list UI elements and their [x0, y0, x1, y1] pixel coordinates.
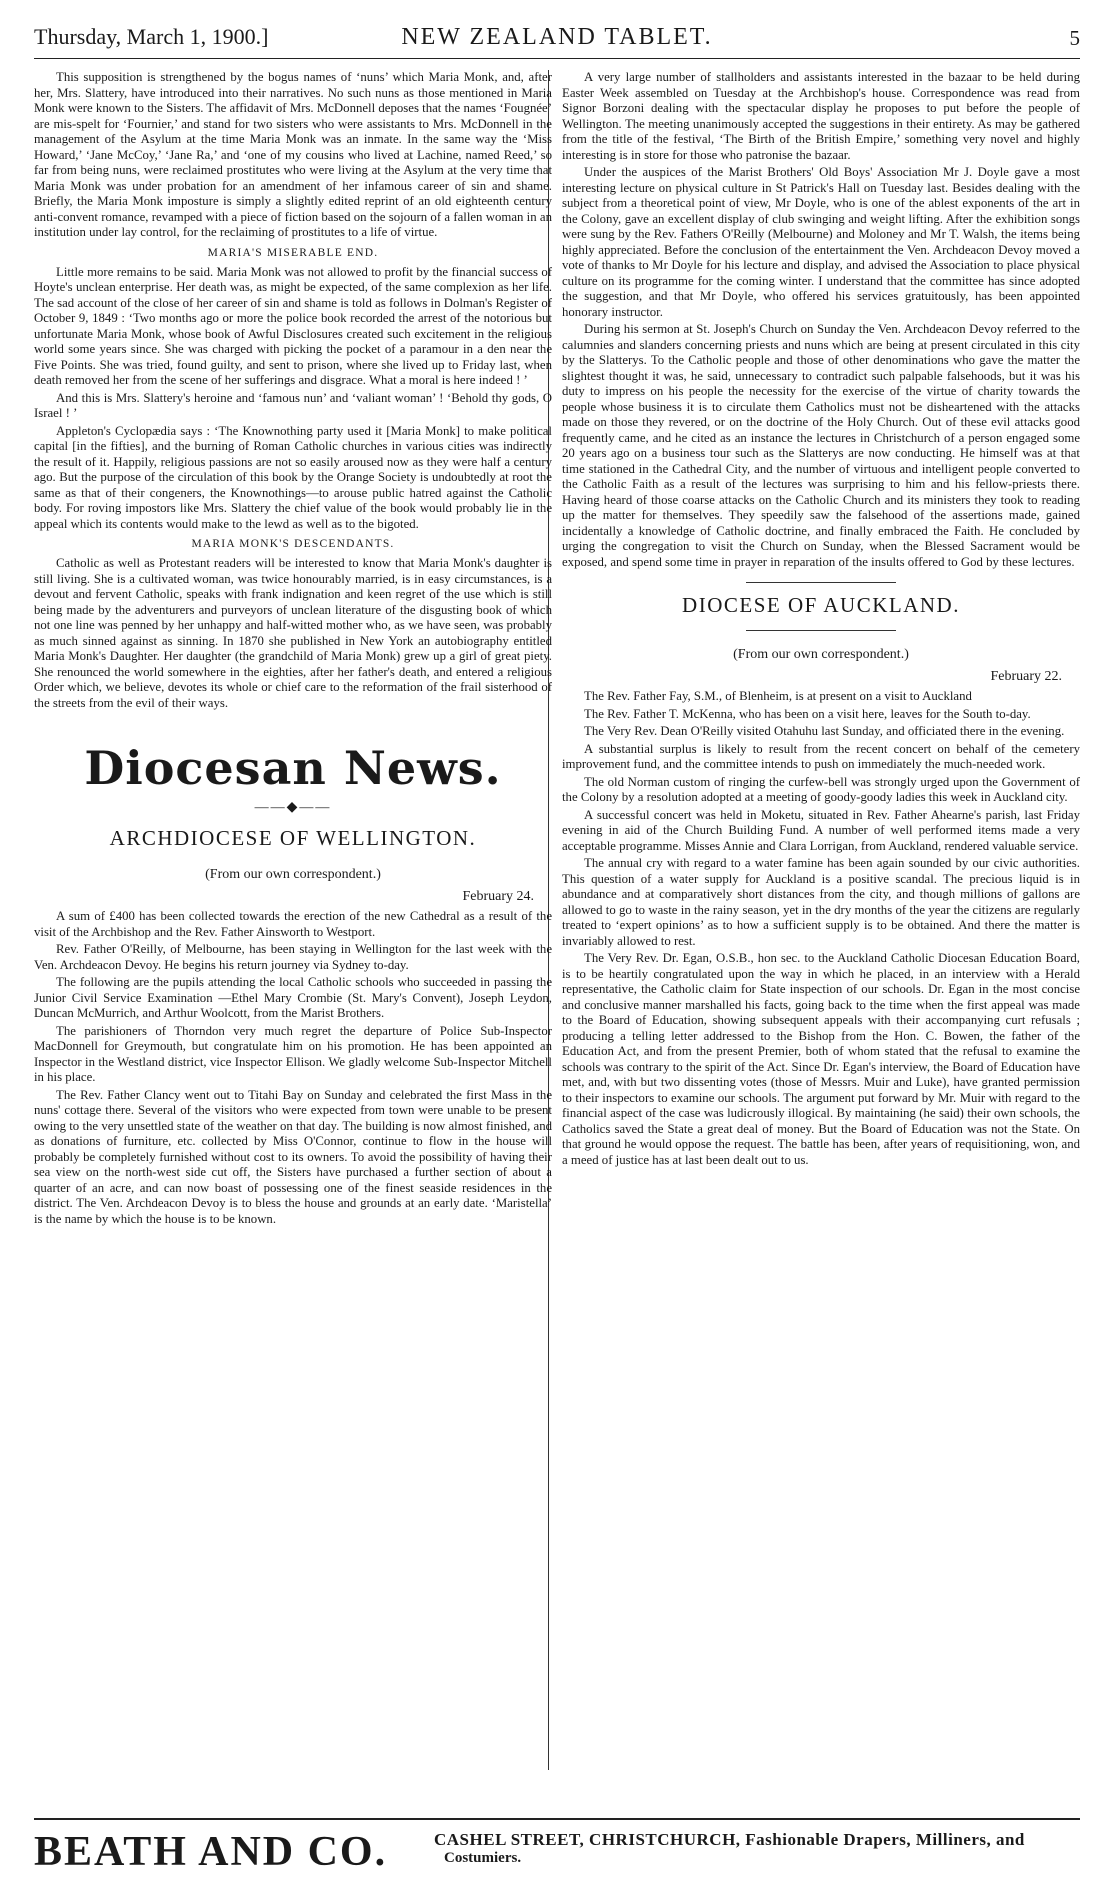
- section-title: ARCHDIOCESE OF WELLINGTON.: [109, 826, 477, 850]
- news-item: A very large number of stallholders and assistants interested in the bazaar to be held during Easter Week assembled on Tuesday at the Archbishop's house. Correspondence was read from Signor Borzoni dealing with the spectacular display he proposes to put before the people of Wellington. The meeting unanimously accepted the suggestions in their entirety. As may be gathered from the title of the festival, ‘The Birth of the British Empire,’ something very novel and highly interesting is in store for those who patronise the bazaar.: [562, 70, 1080, 162]
- article-paragraph: Catholic as well as Protestant readers will be interested to know that Maria Monk's daughter is still living. She is a cultivated woman, was twice honourably married, is in easy circumstances, is a devout and fervent Catholic, speaks with frank indignation and keen regret of the use which is still being made by the adventurers and purveyors of unclean literature of the disgusting book of which not one line was penned by her unhappy and half-witted mother who, as we have seen, was probably as much sinned against as sinning. In 1870 she published in New York an autobiography entitled Maria Monk's Daughter. Her daughter (the grandchild of Maria Monk) grew up a girl of great piety. She renounced the world somewhere in the eighties, after her father's death, and entered a religious Order which, we believe, devotes its whole or chief care to the reformation of the frail sisterhood of the streets from the evil of their ways.: [34, 556, 552, 710]
- article-paragraph: Little more remains to be said. Maria Monk was not allowed to profit by the financial success of Hoyte's unclean enterprise. Her death was, as might be expected, of the same complexion as her life. The sad account of the close of her career of sin and shame is told as follows in Dolman's Register of October 9, 1849 : ‘Two months ago or more the police book recorded the arrest of the notorious but unfortunate Maria Monk, whose book of Awful Disclosures created such excitement in the religious world some years since. She was charged with picking the pocket of a paramour in a den near the Five Points. She was tried, found guilty, and sent to prison, where she lived up to Friday last, when death removed her from the scene of her sufferings and disgrace. What a moral is here indeed ! ’: [34, 264, 552, 387]
- news-item: The old Norman custom of ringing the curfew-bell was strongly urged upon the Government of the Colony by a resolution adopted at a meeting of goody-goody ladies this week in Auckland city.: [562, 774, 1080, 804]
- news-item: Rev. Father O'Reilly, of Melbourne, has been staying in Wellington for the last week with the Ven. Archdeacon Devoy. He begins his return journey via Sydney to-day.: [34, 942, 552, 972]
- article-paragraph: And this is Mrs. Slattery's heroine and ‘famous nun’ and ‘valiant woman’ ! ‘Behold thy gods, O Israel ! ’: [34, 390, 552, 420]
- dispatch-date: February 24.: [462, 889, 534, 904]
- advertisement-footer: [34, 1818, 1080, 1876]
- news-item: The Rev. Father T. McKenna, who has been on a visit here, leaves for the South to-day.: [584, 706, 1031, 721]
- news-item: The annual cry with regard to a water famine has been again sounded by our civic authorities. This question of a water supply for Auckland is a positive scandal. The precious liquid is in abundance and at comparatively short distances from the city, and though millions of gallons are allowed to go to waste in the rainy season, yet in the dry months of the year the citizens are regularly treated to ‘expert opinions’ as to how a sufficient supply is to be obtained. And there the matter is invariably allowed to rest.: [562, 856, 1080, 948]
- section-title: DIOCESE OF AUCKLAND.: [682, 593, 960, 617]
- advertiser-name: BEATH AND CO.: [34, 1829, 388, 1875]
- left-column: [34, 70, 552, 1229]
- section-rule: [746, 582, 896, 583]
- news-item: The Very Rev. Dr. Egan, O.S.B., hon sec. to the Auckland Catholic Diocesan Education Board, is to be heartily congratulated upon the way in which he placed, in an interview with a Herald representative, the Catholic claim for State inspection of our schools. Dr. Egan in the most concise and conclusive manner marshalled his facts, going back to the time when the first appeal was made to the Board of Education, showing subsequent appeals with their accompanying curt refusals ; producing a telling letter addressed to the Bishop from the Hon. C. Bowen, the father of the Education Act, and from the present Premier, both of whom stated that the refusal to examine the schools was contrary to the spirit of the Act. Since Dr. Egan's interview, the Board of Education have met, and, with but two dissenting votes (those of Messrs. Muir and Luke), have granted permission to their inspectors to examine our schools. The argument put forward by Mr. Muir with regard to the financial aspect of the case was ludicrously illogical. By maintaining (he said) their own schools, the Catholics saved the State a great deal of money. But the Board of Education was not the State. On that ground he would oppose the request. The battle has been, after years of requisitioning, won, and a meed of justice has at last been dealt out to us.: [562, 951, 1080, 1167]
- subheading: MARIA'S MISERABLE END.: [207, 246, 379, 259]
- subheading: MARIA MONK'S DESCENDANTS.: [191, 538, 395, 550]
- news-item: The Rev. Father Clancy went out to Titahi Bay on Sunday and celebrated the first Mass in the nuns' cottage there. Several of the visitors who were expected from town were unable to be present owing to the very unsettled state of the weather on that day. The building is now almost finished, and as donations of furniture, etc. collected by Miss O'Connor, continue to flow in the house will probably be completely furnished without cost to its owners. To avoid the possibility of having their sea view on the north-west side cut off, the Sisters have purchased a further section of about a quarter of an acre, and can now boast of possessing one of the finest seaside residences in the district. The Ven. Archdeacon Devoy is to bless the house and grounds at an early date. ‘Maristella’ is the name by which the house is to be known.: [34, 1087, 552, 1226]
- article-paragraph: Appleton's Cyclopædia says : ‘The Knownothing party used it [Maria Monk] to make political capital [in the fifties], and the burning of Roman Catholic churches in various cities was indirectly the result of it. Happily, religious passions are not so easily aroused now as they were half a century ago. But the purpose of the circulation of this book by the Orange Society is undoubtedly at root the same as that of their congeners, the Knownothings—to arouse public hatred against the Catholic body. For roving impostors like Mrs. Slattery the chief value of the book would probably lie in the appeal which its contents would make to the lewd as well as to the bigoted.: [34, 423, 552, 531]
- page-number: 5: [1069, 26, 1080, 50]
- section-banner: Diocesan News.: [84, 741, 502, 795]
- masthead: NEW ZEALAND TABLET.: [401, 24, 713, 50]
- news-item: The Rev. Father Fay, S.M., of Blenheim, is at present on a visit to Auckland: [584, 689, 972, 703]
- news-item: During his sermon at St. Joseph's Church on Sunday the Ven. Archdeacon Devoy referred to the calumnies and slanders concerning priests and nuns which are being at present circulated in this city by the Slatterys. To the Catholic people and those of other denominations who gave the matter the slightest thought it was, he said, unnecessary to contradict such palpable falsehoods, but it was his duty to impress on his people the necessity for the exercise of the virtue of charity towards the people whose business it is to circulate them Catholics must not be disheartened with the attacks made on those they revered, or on the doctrine of the Holy Church. Out of these evil attacks good frequently came, and he cited as an instance the lectures in Christchurch of a person engaged some 20 years ago on a business tour such as the Slatterys are now conducting. He himself was at that time stationed in the Cathedral City, and the number of virtuous and intelligent people converted to the Catholic Faith as a result of the lectures was surprising to him and his fellow-priests there. Having heard of those coarse attacks on the Catholic Church and its ministers they took to reading up the matter for themselves. They speedily saw the falsehood of the assertions made, gained incidentally a knowledge of Catholic doctrine, and finally embraced the Faith. He concluded by urging the congregation to visit the Church on Sunday, when the Blessed Sacrament would be exposed, and spend some time in prayer in reparation of the insults offered to God by these lectures.: [562, 322, 1080, 569]
- section-rule: [746, 630, 896, 631]
- news-item: A substantial surplus is likely to result from the recent concert on behalf of the cemetery improvement fund, and the committee intends to push on immediately the much-needed work.: [562, 741, 1080, 771]
- correspondent-line: (From our own correspondent.): [205, 867, 381, 882]
- dispatch-date: February 22.: [990, 669, 1062, 684]
- advertiser-address: CASHEL STREET, CHRISTCHURCH, Fashionable Drapers, Milliners, and: [434, 1830, 1025, 1849]
- news-item: Under the auspices of the Marist Brothers' Old Boys' Association Mr J. Doyle gave a most interesting lecture on physical culture in St Patrick's Hall on Tuesday last. Besides dealing with the subject from a theoretical point of view, Mr Doyle, who is one of the ablest exponents of the art in the Colony, gave an excellent display of club swinging and weight lifting. After the exhibition songs were sung by the Rev. Fathers O'Reilly (Melbourne) and Moloney and Mr T. Walsh, the items being highly appreciated. Before the conclusion of the entertainment the Ven. Archdeacon Devoy moved a vote of thanks to Mr Doyle for his lecture and display, and advised the Association to place physical culture on its programme for the coming winter. I understand that the committee has since adopted the suggestion, and that Mr Doyle, who offered his services gratuitously, has been appointed honorary instructor.: [562, 165, 1080, 319]
- right-column: [562, 70, 1080, 1170]
- news-item: A sum of £400 has been collected towards the erection of the new Cathedral as a result of the visit of the Archbishop and the Rev. Father Ainsworth to Westport.: [34, 909, 552, 939]
- news-item: The Very Rev. Dean O'Reilly visited Otahuhu last Sunday, and officiated there in the evening.: [584, 724, 1065, 738]
- article-paragraph: This supposition is strengthened by the bogus names of ‘nuns’ which Maria Monk, and, after her, Mrs. Slattery, have introduced into their narratives. No such nuns as those mentioned in Maria Monk were known to the Sisters. The affidavit of Mrs. McDonnell deposes that the names ‘Fougnée’ are mis-spelt for ‘Fournier,’ and stand for two sisters who were assistants to Mrs. McDonnell in the management of the Asylum at the time Maria Monk was an inmate. In the same way the ‘Miss Howard,’ ‘Jane McCoy,’ ‘Jane Ra,’ and ‘one of my cousins who lived at Lachine, named Reed,’ so far from being nuns, were reclaimed prostitutes who were living at the Asylum at the very time that Maria Monk was under probation for an amendment of her infamous career of sin and shame. Briefly, the Maria Monk imposture is simply a slightly edited reprint of an old eighteenth century anti-convent romance, revamped with a piece of fiction based on the sojourn of a fallen woman in an institution under lay control, for the reclaiming of prostitutes to a life of virtue.: [34, 70, 552, 239]
- issue-date: Thursday, March 1, 1900.]: [34, 24, 269, 49]
- news-item: The following are the pupils attending the local Catholic schools who succeeded in passing the Junior Civil Service Examination —Ethel Mary Crombie (St. Mary's Convent), Joseph Leydon, Duncan McMurrich, and Arthur Woolcott, from the Marist Brothers.: [34, 975, 552, 1020]
- correspondent-line: (From our own correspondent.): [733, 647, 909, 662]
- news-item: A successful concert was held in Moketu, situated in Rev. Father Ahearne's parish, last Friday evening in aid of the Church Building Fund. A number of well performed items made a very acceptable programme. Misses Annie and Clara Lorrigan, from Auckland, rendered valuable service.: [562, 807, 1080, 853]
- ornament-divider: ——◆——: [254, 800, 332, 815]
- advertiser-trade: Costumiers.: [444, 1850, 522, 1866]
- news-item: The parishioners of Thorndon very much regret the departure of Police Sub-Inspector MacDonnell for Greymouth, but congratulate him on his promotion. He has been appointed an Inspector in the Westland district, vice Inspector Ellison. We gladly welcome Sub-Inspector Mitchell in his place.: [34, 1023, 552, 1084]
- page-header: [34, 18, 1080, 59]
